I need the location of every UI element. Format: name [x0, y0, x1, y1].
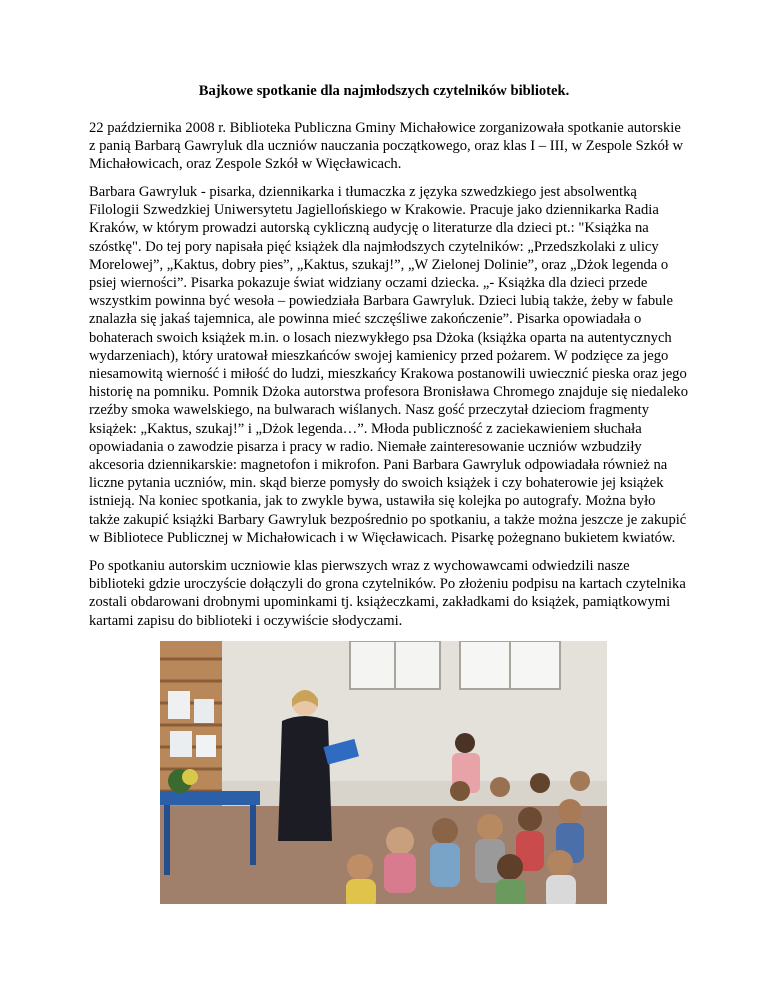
blue-table [160, 791, 260, 805]
paragraph-author-bio: Barbara Gawryluk - pisarka, dziennikarka i tłumaczka z języka szwedzkiego jest absolwentką Filologii Szwedzkiej Uniwersytetu Jagiellońskiego w Krakowie. Pracuje jako dziennikarka Radia Kraków, w którym prowadzi autorską cykliczną audycję o literaturze dla dzieci pt.: "Książka na szóstkę". Do tej pory napisała pięć książek dla najmłodszych czytelników: „Przedszkolaki z ulicy Morelowej”, „Kaktus, dobry pies”, „Kaktus, szukaj!”, „W Zielonej Dolinie”, oraz „Dżok legenda o psiej wierności”. Pisarka pokazuje świat widziany oczami dziecka. „- Książka dla dzieci przede wszystkim powinna być wesoła – powiedziała Barbara Gawryluk. Dzieci lubią także, żeby w fabule znalazła się jakaś tajemnica, ale powinna mieć szczęśliwe zakończenie”. Pisarka opowiadała o bohaterach swoich książek m.in. o losach niezwykłego psa Dżoka (książka oparta na autentycznych wydarzeniach), który uratował mieszkańców swojej kamienicy przed pożarem. W podzięce za jego niesamowitą wierność i miłość do ludzi, mieszkańcy Krakowa postanowili uwiecznić pieska oraz jego historię na pomniku. Pomnik Dżoka autorstwa profesora Bronisława Chromego znajduje się niedaleko rzeźby smoka wawelskiego, na bulwarach wiślanych. Nasz gość przeczytał dzieciom fragmenty książek: „Kaktus, szukaj!” i „Dżok legenda…”. Młoda publiczność z zaciekawieniem słuchała opowiadania o zawodzie pisarza i pracy w radio. Niemałe zainteresowanie uczniów wzbudziły akcesoria dziennikarskie: magnetofon i mikrofon. Pani Barbara Gawryluk odpowiadała również na liczne pytania uczniów, min. skąd bierze pomysły do swoich książek i czy bohaterowie jej książek istnieją. Na koniec spotkania, jak to zwykle bywa, ustawiła się kolejka po autografy. Można było także zakupić książki Barbary Gawryluk bezpośrednio po spotkaniu, a także można jeszcze je zakupić w Bibliotece Publicznej w Michałowicach i w Więcławicach. Pisarkę pożegnano bukietem kwiatów. [89, 184, 689, 546]
paragraph-library-visit: Po spotkaniu autorskim uczniowie klas pierwszych wraz z wychowawcami odwiedzili nasze biblioteki gdzie uroczyście dołączyli do grona czytelników. Po złożeniu podpisu na kartach czytelnika zostali obdarowani drobnymi upominkami tj. książeczkami, zakładkami do książek, pamiątkowymi kartami zapisu do biblioteki i oczywiście słodyczami. [89, 558, 686, 629]
event-photo [160, 641, 607, 904]
paragraph-intro: 22 października 2008 r. Biblioteka Publiczna Gminy Michałowice zorganizowała spotkanie autorskie z panią Barbarą Gawryluk dla uczniów nauczania początkowego, oraz klas I – III, w Zespole Szkół w Michałowicach, oraz Zespole Szkół w Więcławicach. [89, 120, 684, 173]
document-title: Bajkowe spotkanie dla najmłodszych czytelników bibliotek. [198, 83, 570, 99]
